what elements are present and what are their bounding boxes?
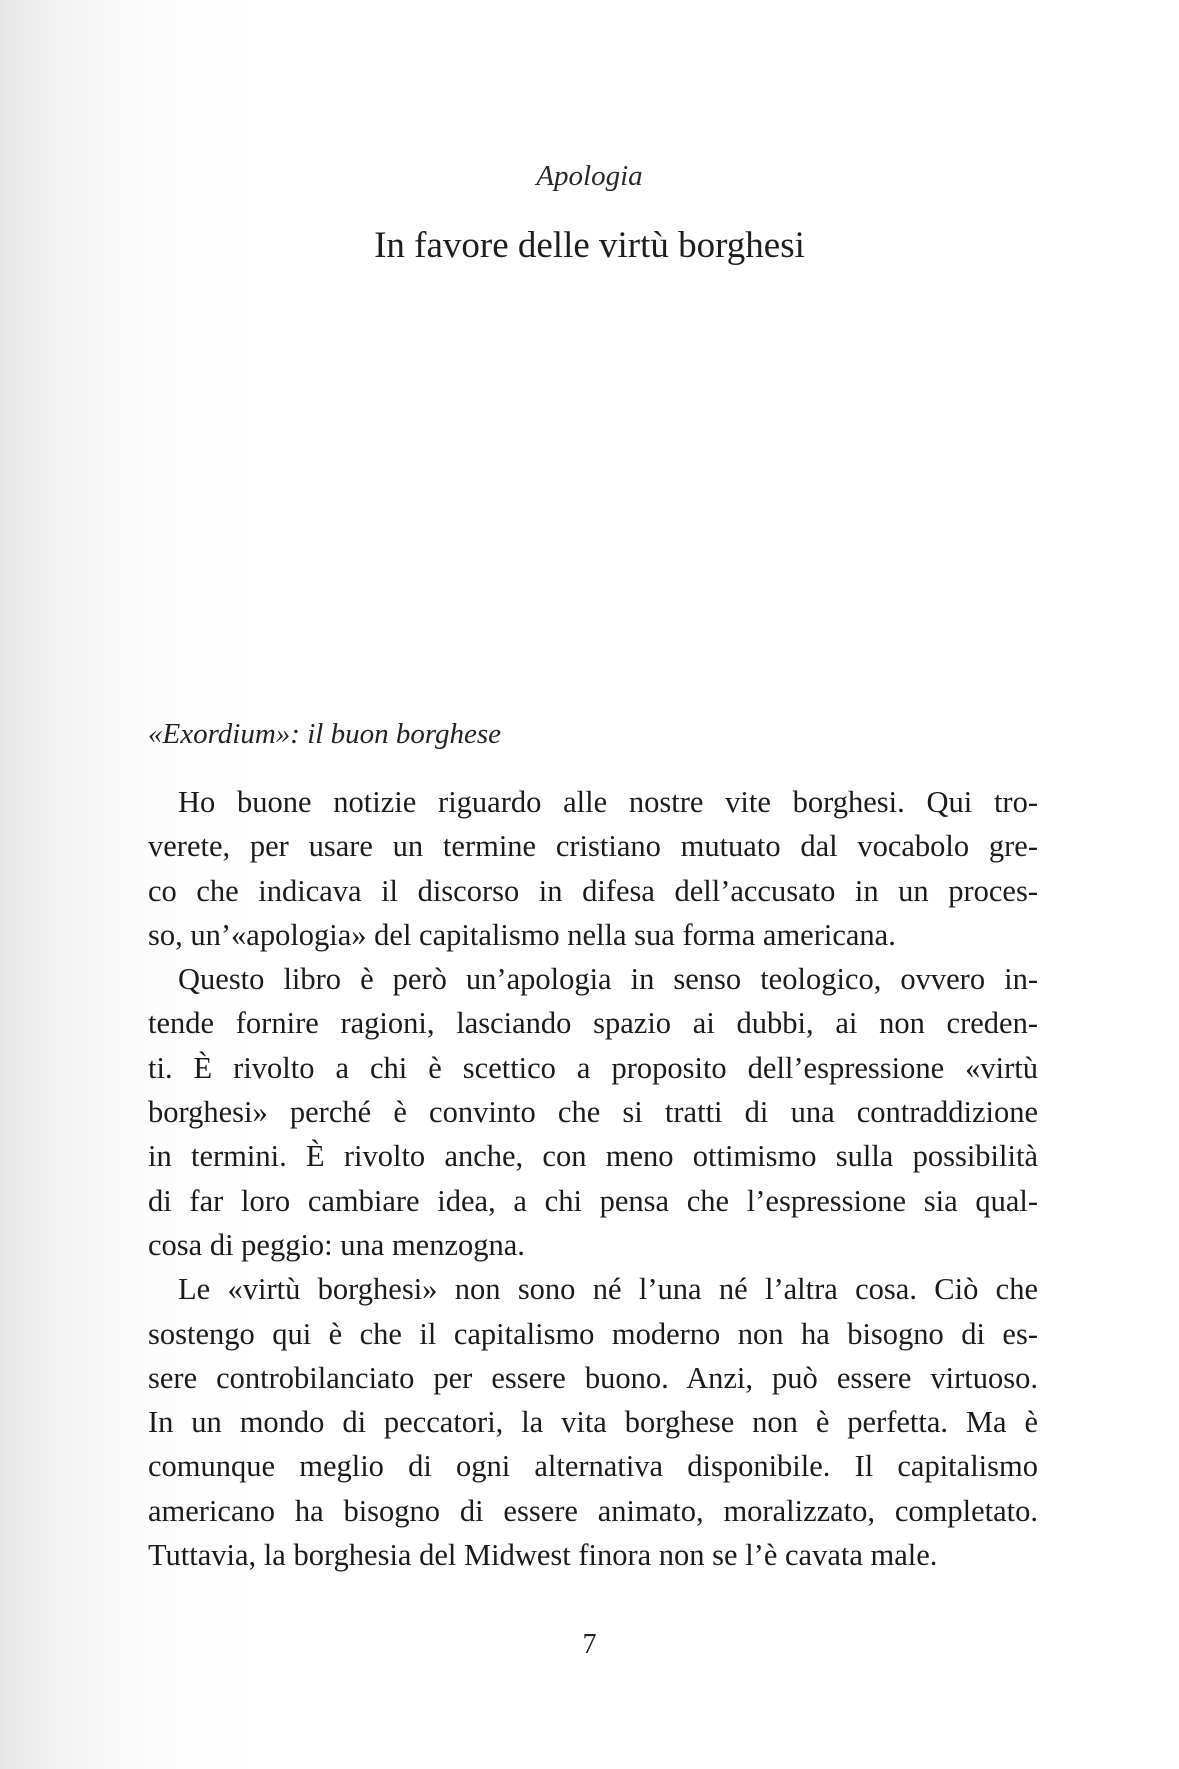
- text-line: Questo libro è però un’apologia in senso teologico, ovvero in-: [178, 962, 1038, 997]
- section-heading: «Exordium»: il buon borghese: [148, 718, 502, 750]
- text-line: Ho buone notizie riguardo alle nostre vite borghesi. Qui tro-: [178, 785, 1038, 819]
- text-line: in termini. È rivolto anche, con meno ottimismo sulla possibilità: [148, 1139, 1038, 1174]
- text-line: comunque meglio di ogni alternativa disponibile. Il capitalismo: [148, 1449, 1038, 1484]
- text-line: In un mondo di peccatori, la vita borghese non è perfetta. Ma è: [148, 1405, 1038, 1440]
- text-line: cosa di peggio: una menzogna.: [148, 1227, 525, 1262]
- text-line: so, un’«apologia» del capitalismo nella sua forma americana.: [148, 917, 896, 952]
- paragraph: [148, 1267, 1038, 1577]
- text-line: sostengo qui è che il capitalismo moderno non ha bisogno di es-: [148, 1316, 1038, 1351]
- text-line: ti. È rivolto a chi è scettico a proposito dell’espressione «virtù: [148, 1050, 1038, 1085]
- text-line: co che indicava il discorso in difesa dell’accusato in un proces-: [148, 873, 1038, 908]
- text-line: americano ha bisogno di essere animato, moralizzato, completato.: [148, 1493, 1038, 1528]
- chapter-title: In favore delle virtù borghesi: [374, 225, 805, 266]
- page-number: 7: [582, 1629, 597, 1660]
- text-line: Le «virtù borghesi» non sono né l’una né l’altra cosa. Ciò che: [178, 1272, 1038, 1307]
- text-line: borghesi» perché è convinto che si tratti di una contraddizione: [148, 1095, 1038, 1130]
- paragraph: [148, 780, 1038, 957]
- text-line: Tuttavia, la borghesia del Midwest finora non se l’è cavata male.: [148, 1538, 938, 1573]
- text-line: verete, per usare un termine cristiano mutuato dal vocabolo gre-: [148, 829, 1038, 864]
- paragraph: [148, 957, 1038, 1267]
- part-label: Apologia: [536, 160, 643, 192]
- text-line: sere controbilanciato per essere buono. Anzi, può essere virtuoso.: [148, 1360, 1038, 1395]
- text-line: di far loro cambiare idea, a chi pensa che l’espressione sia qual-: [148, 1183, 1038, 1218]
- body-text: [148, 780, 1038, 1577]
- text-line: tende fornire ragioni, lasciando spazio ai dubbi, ai non creden-: [148, 1006, 1038, 1041]
